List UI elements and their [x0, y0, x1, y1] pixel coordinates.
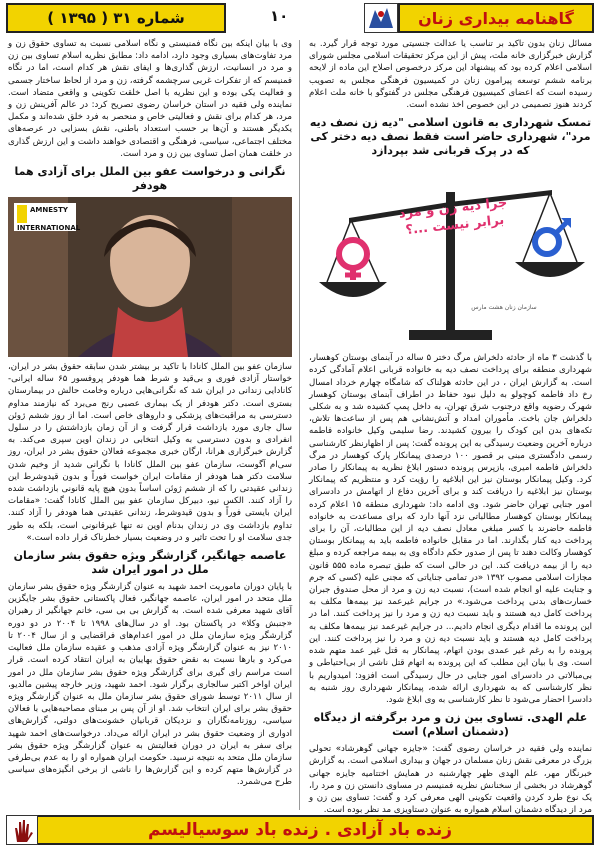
article-body-diyeh: با گذشت ۳ ماه از حادثه دلخراش مرگ دختر ۵ ساله در آبنمای بوستان کوهسار، شهرداری منطقه برای پرداخت نصف دیه به خانواده قربانی اعلام آمادگی کرده است. به گزارش ایران ، در این حادثه هولناک که شامگاه چهارم خرداد امسال رخ داد فاطمه کوچولو به دلیل نبود حفاظ در اطراف آبنمای بوستان کوهسار شهرک رضویه واقع درجنوب شرق تهران، به داخل پمپ کشیده شد و به شکلی دلخراش جان باخت. مأموران امداد و آتش‌نشانی هم پس از ساعت‌ها تلاش، تکه‌های بدن این کودک را بیرون کشیدند. رضا سلیمی وکیل خانواده فاطمه درباره آخرین وضعیت رسیدگی به این پرونده گفت: پس از اظهارنظر کارشناسی رسمی دادگستری مبنی بر قصور ۱۰۰ درصدی پیمانکار پارک کوهسار در مرگ دلخراش فاطمه امیری، بازپرس پرونده دستور ابلاغ نظریه به پیمانکار را صادر کرد. وکیل پیمانکار بوستان نیز این ابلاغیه را رؤیت کرد و منتظریم که پیمانکار بوستان نیز ابلاغیه را دریافت کند و برای آخرین دفاع از اتهامش در دادسرای امور جنایی تهران حاضر شود. وی ادامه داد: شهرداری منطقه ۱۵ اعلام کرده پیمانکار بوستان کوهسار مطالباتی نزد آنها دارد که برای مساعدت به خانواده فاطمه حاضرند با کسر مبلغی معادل نصف دیه از این مطالبات، آن را برای پرداخت دیه کنار بگذارند. اما در مقابل خانواده فاطمه باید به پیمانکار بوستان کوهسار وکالت دهند تا پس از صدور حکم دادگاه وی به بیمه مراجعه کرده و مبلغ دیه را از بیمه دریافت کند. این در حالی است که طبق تبصره ماده ۵۵۵ قانون مجازات اسلامی مصوب ۱۳۹۲ «در تمامی جنایاتی که مجنی علیه (کسی که جرم و جنایت علیه او انجام شده است)، نسبت دیه زن و مرد از محل صندوق جبران خسارت‌های بدنی پرداخت می‌شود.» در جرایم غیرعمد نیز بیمه‌ها مکلف به پرداخت کامل دیه هستند و باید نسبت دیه زن و مرد را نیز پرداخت کنند. اما در این پرونده ما اقدام دیگری انجام دادیم... در جرایم غیرعمد نیز بیمه‌ها مکلف به پرداخت کامل دیه هستند و باید نسبت دیه زن و مرد را نیز پرداخت کنند. این پرونده را به رغم غیر عمدی بودن اتهام، پیمانکار به قتل غیر عمد متهم شده است. وی با بیان این مطلب که این پرونده به اتهام قتل ناشی از بی‌احتیاطی و بی‌مبالاتی در دادسرای امور جنایی در حال رسیدگی است افزود: امیدواریم با نظر کارشناسی که به شهرداری ارائه شده، پیمانکار شهرداری روز شنبه به دادسرا احضار می‌شود تا نظر کارشناسی به وی ابلاغ شود.: [309, 353, 592, 705]
article-body-jahangir: با پایان دوران ماموریت احمد شهید به عنوان گزارشگر ویژه حقوق بشر سازمان ملل متحد در امور ایران، عاصمه جهانگیر، فعال پاکستانی حقوق بشر جایگزین آقای شهید معرفی شده است. به گزارش بی بی سی، خانم جهانگیر از رهبران «جنبش وکلا» در پاکستان بود. او در سال‌های ۱۹۹۸ تا ۲۰۰۴ در دو دوره گزارشگر ویژه سازمان ملل در امور اعدام‌های فراقضایی و از سال ۲۰۰۴ تا ۲۰۱۰ نیز به عنوان گزارشگر ویژه آزادی مذهب و عقیده سازمان ملل فعالیت می‌کرد و بارها نسبت به نقض حقوق بهاییان به ایران انتقاد کرده است. قرار است مراسم رای گیری برای گزارشگر ویژه حقوق بشر سازمان ملل در امور ایران اواخر اکتبر سالجاری برگزار شود. احمد شهید، وزیر خارجه پیشین مالدیو، از سال ۲۰۱۱ توسط شورای حقوق بشر سازمان ملل به عنوان گزارشگر ویژه حقوق بشر برای ایران انتخاب شد. او از آن پس بر مبنای مصاحبه‌هایی با فعالان سیاسی، روزنامه‌نگاران و نزدیکان قربانیان خشونت‌های دولتی، گزارش‌های ادواری از وضعیت حقوق بشر در ایران ارائه می‌داد. درخواست‌های احمد شهید برای سفر به ایران در دوران فعالیتش به عنوان گزارشگر ویژه حقوق بشر سازمان ملل متحد به نتیجه نرسید. حکومت ایران همواره او را به عدم بی‌طرفی در گزارش‌ها متهم کرده و این گزارش‌ها را ناشی از برخی انگیزه‌های سیاسی طرح می‌شمرد.: [8, 582, 292, 788]
left-column: [8, 38, 292, 791]
right-column: [309, 38, 592, 818]
handprint-logo-icon: [6, 815, 38, 845]
page-header: [6, 3, 594, 33]
article-title-alamolhoda: علم الهدی. تساوی بین زن و مرد برگرفته از دیدگاه (دشمنان اسلام) است: [313, 711, 588, 739]
continued-article-text-left: وی با بیان اینکه بین نگاه فمنیستی و نگاه اسلامی نسبت به تساوی حقوق زن و مرد تفاوت‌های بسیاری وجود دارد، ادامه داد: مطابق نظریه اسلام تساوی بین زن و مرد در انسانیت، ارزش گذاری‌ها و ایفای نقش هر کدام است، اما در نگاه فمنیسم که از تفکرات غربی سرچشمه گرفته، زن و مرد از لحاظ ساختار جسمی و فعالیت یکی بوده و این نظریه با اصل خلقت تکوینی و واقعی متضاد است. نماینده ولی فقیه در استان خراسان رضوی تصریح کرد: در عالم آفرینش زن و مرد، هر کدام برای نقش و فعالیتی خاص و منحصر به فرد خلق شده‌اند و مکمل یکدیگر هستند و آن‌ها بر حسب استعداد باطنی، نقش بسزایی در عرصه‌های مختلف اجتماعی، سیاسی، فرهنگی و اقتصادی خواهند داشت و این ارزش گذاری در خلقت همان اصل تساوی بین زن و مرد است.: [8, 39, 292, 159]
scale-caption: جرا دیه زن و مرد برابر نیست ...؟: [398, 195, 509, 239]
homa-hoodfar-photo: [8, 197, 292, 357]
article-title-diyeh: تمسک شهرداری به قانون اسلامی "دیه زن نصف دیه مرد"، شهرداری حاضر است فقط نصف دیه دختر کی که در پرک قربانی شد بپردازد: [309, 116, 592, 158]
article-title-hoodfar: نگرانی و درخواست عفو بین الملل برای آزادی هما هودفر: [14, 165, 286, 193]
article-body-hoodfar: سازمان عفو بین الملل کانادا با تاکید بر بیشتر شدن سابقه حقوق بشر در ایران، خواستار آزادی فوری و بی‌قید و شرط هما هودفر پروفسور ۶۵ ساله ایرانی-کانادایی زندانی در ایران شد که نگرانی‌هایی درباره وخامت حالش در بیمارستان بستری است. دکتر هودفر از یک بیماری عصبی رنج می‌برد که نیازمند مداوم دسترسی به مراقبت‌های پزشکی و داروهای خاص است. اما از روز ششم ژوئن سال جاری مورد بازداشت قرار گرفت و از آن زمان بازداشتش را در سلول انفرادی و بدون دسترسی به وکیل انتخابی در زندان اوین سپری می‌کند. به گزارش خبرگزاری هرانا، ارگان خبری مجموعه فعالان حقوق بشر در ایران، روز سی‌ام آگوست، سازمان عفو بین الملل کانادا با نگرانی شدید از وخیم شدن سلامت دکتر هما هودفر از مقامات ایران خواست فوراً و بدون قیدوشرط این زندانی عقیدتی را که از ششم ژوئن اساساً بدون هیچ پایه قانونی بازداشت شده را آزاد کنند. الکس نیو، دبیرکل سازمان عفو بین الملل کانادا گفت: «مقامات ایران بایستی فوراً و بدون قیدوشرط، زندانی عقیدتی هما هودفر را آزاد کنند. تداوم بازداشت وی در زندان بدنام اوین نه تنها غیرقانونی است، بلکه به طور جدی سلامت او را تحت تاثیر و در وضعیت بسیار خطرناک قرار داده است.»: [8, 362, 292, 543]
amnesty-logo: AMNESTY INTERNATIONAL: [14, 203, 76, 231]
scale-site-label: سازمان زنان هشت مارس: [471, 304, 537, 312]
article-title-jahangir: عاصمه جهانگیر، گزارشگر ویژه حقوق بشر سازمان ملل در امور ایران شد: [13, 549, 287, 577]
continued-article-text: مسائل زنان بدون تاکید بر تناسب یا عدالت جنسیتی مورد توجه قرار گیرد. به گزارش خبرگزاری خانه ملت، پیش از این مرکز تحقیقات اسلامی مجلس شورای اسلامی اعلام کرده بود که پیشنهاد این مرکز درخصوص اصلاح این ماده از لایحه برنامه ششم توسعه پیرامون زنان در کمیسیون فرهنگی مجلس به تصویب رسیده است که اعضای کمیسیون فرهنگی مجلس در گفتوگو با خانه ملت اعلام کردند هنوز تصمیمی در این خصوص اخذ نشده است.: [309, 39, 592, 111]
publication-logo-icon: [364, 3, 398, 33]
page-number: ۱۰: [270, 7, 289, 25]
column-divider: [299, 40, 300, 810]
publication-title: گاهنامه بیداری زنان: [398, 3, 594, 33]
justice-scale-illustration: [309, 162, 592, 348]
article-body-alamolhoda: نماینده ولی فقیه در خراسان رضوی گفت: «جایزه جهانی گوهرشاد» تحولی بزرگ در معرفی نقش زنان مسلمان در جهان و بیداری اسلامی است. به گزارش خبرنگار مهر، علم الهدی ظهر چهارشنبه در همایش اختتامیه جایزه جهانی گوهرشاد در بخشی از سخنانش نظریه فمنیسم در مساوی دانستن زن و مرد را، یک نوع طرد کردن واقعیت تکوینی الهی معرفی کرد و گفت: تساوی بین زن و مرد از دیدگاه دشمنان اسلام همواره به عنوان دستاویزی مد نظر بوده است.: [309, 744, 592, 816]
candle-icon: [17, 205, 27, 223]
page-footer-slogan: زنده باد آزادی . زنده باد سوسیالیسم: [6, 815, 594, 845]
issue-number: شماره ۳۱ ( ۱۳۹۵ ): [6, 3, 226, 33]
